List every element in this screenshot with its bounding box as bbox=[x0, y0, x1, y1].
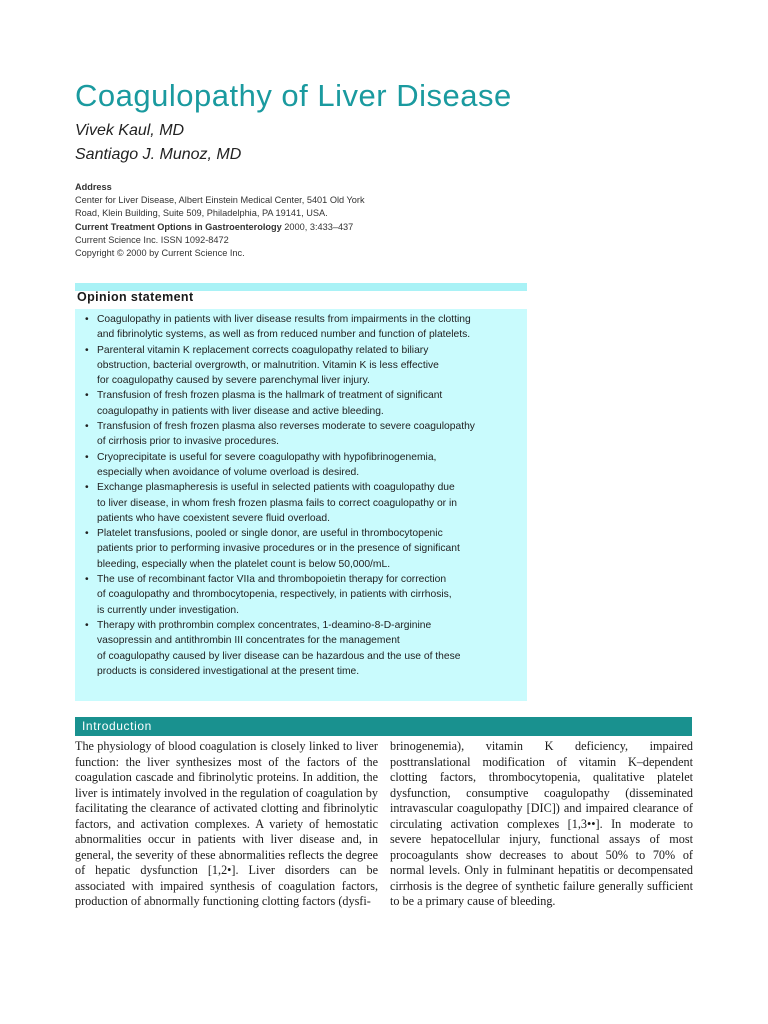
opinion-item-line: of coagulopathy and thrombocytopenia, respectively, in patients with cirrhosis, bbox=[97, 589, 452, 601]
bullet-icon: • bbox=[85, 451, 89, 463]
copyright-line: Copyright © 2000 by Current Science Inc. bbox=[75, 248, 245, 259]
address-line: Center for Liver Disease, Albert Einstein Medical Center, 5401 Old York bbox=[75, 195, 365, 206]
body-column-left bbox=[75, 739, 378, 910]
section-heading: Introduction bbox=[82, 719, 152, 733]
bullet-icon: • bbox=[85, 482, 89, 494]
opinion-item-line: The use of recombinant factor VIIa and thrombopoietin therapy for correction bbox=[97, 574, 447, 586]
opinion-item-line: Transfusion of fresh frozen plasma is the hallmark of treatment of significant bbox=[97, 390, 443, 402]
bullet-icon: • bbox=[85, 390, 89, 402]
opinion-item-line: coagulopathy in patients with liver disease and active bleeding. bbox=[97, 405, 384, 417]
bullet-icon: • bbox=[85, 344, 89, 356]
opinion-item bbox=[85, 343, 513, 389]
body-paragraph: brinogenemia), vitamin K deficiency, impaired posttranslational modification of vitamin K–dependent clotting factors, thrombocytopenia, qualitative platelet dysfunction, consumptive coagulopathy (disseminated intravascular coagulopathy [DIC]) and impaired clearance of circulating activation complexes [1,3••]. In moderate to severe hepatocellular injury, functional assays of most procoagulants show decreases to about 50% to 70% of normal levels. Only in fulminant hepatitis or decompensated cirrhosis is the degree of synthetic failure generally sufficient to be a primary cause of bleeding. bbox=[390, 739, 693, 908]
opinion-item-line: Cryoprecipitate is useful for severe coagulopathy with hypofibrinogenemia, bbox=[97, 451, 437, 463]
opinion-item-line: is currently under investigation. bbox=[97, 604, 239, 616]
opinion-item-line: Exchange plasmapheresis is useful in selected patients with coagulopathy due bbox=[97, 482, 455, 494]
opinion-item-line: and fibrinolytic systems, as well as from reduced number and function of platelets. bbox=[97, 329, 471, 341]
opinion-item-line: patients who have coexistent severe fluid overload. bbox=[97, 512, 330, 524]
opinion-item-line: obstruction, bacterial overgrowth, or malnutrition. Vitamin K is less effective bbox=[97, 359, 439, 371]
author-name: Vivek Kaul, MD bbox=[75, 122, 185, 139]
opinion-item-line: Transfusion of fresh frozen plasma also reverses moderate to severe coagulopathy bbox=[97, 421, 475, 433]
journal-name: Current Treatment Options in Gastroenterology bbox=[75, 221, 282, 232]
opinion-item bbox=[85, 480, 513, 526]
opinion-item bbox=[85, 312, 513, 343]
body-paragraph: The physiology of blood coagulation is closely linked to liver function: the liver synthesizes most of the factors of the coagulation cascade and fibrinolytic proteins. In addition, the liver is intimately involved in the regulation of coagulation by facilitating the clearance of activated clotting and fibrinolytic factors, and activation complexes. A variety of hemostatic abnormalities occur in patients with liver disease and, in general, the severity of these abnormalities reflects the degree of hepatic dysfunction [1,2•]. Liver disorders can be associated with impaired synthesis of coagulation factors, production of abnormally functioning clotting factors (dysfi- bbox=[75, 739, 378, 908]
address-heading: Address bbox=[75, 182, 112, 192]
publisher-line: Current Science Inc. ISSN 1092-8472 bbox=[75, 234, 229, 245]
opinion-item-line: Therapy with prothrombin complex concentrates, 1-deamino-8-D-arginine bbox=[97, 619, 432, 631]
opinion-item bbox=[85, 618, 513, 679]
citation-line bbox=[75, 221, 395, 234]
opinion-item-line: bleeding, especially when the platelet count is below 50,000/mL. bbox=[97, 558, 391, 570]
article-title: Coagulopathy of Liver Disease bbox=[75, 78, 512, 113]
opinion-item-line: vasopressin and antithrombin III concentrates for the management bbox=[97, 635, 400, 647]
bullet-icon: • bbox=[85, 619, 89, 631]
opinion-title: Opinion statement bbox=[77, 290, 194, 304]
opinion-item-line: of coagulopathy caused by liver disease can be hazardous and the use of these bbox=[97, 650, 461, 662]
opinion-item-line: especially when avoidance of volume overload is desired. bbox=[97, 466, 360, 478]
opinion-item-line: Coagulopathy in patients with liver disease results from impairments in the clotting bbox=[97, 314, 471, 325]
opinion-item-line: Platelet transfusions, pooled or single donor, are useful in thrombocytopenic bbox=[97, 528, 443, 540]
opinion-item bbox=[85, 450, 513, 481]
introduction-bar bbox=[75, 717, 692, 736]
opinion-item-line: to liver disease, in whom fresh frozen plasma fails to correct coagulopathy or in bbox=[97, 497, 457, 509]
opinion-item-line: products is considered investigational at the present time. bbox=[97, 665, 360, 677]
author-name: Santiago J. Munoz, MD bbox=[75, 146, 242, 163]
opinion-box bbox=[75, 309, 527, 701]
bullet-icon: • bbox=[85, 421, 89, 433]
opinion-item-line: Parenteral vitamin K replacement corrects coagulopathy related to biliary bbox=[97, 344, 429, 356]
opinion-item bbox=[85, 419, 513, 450]
bullet-icon: • bbox=[85, 574, 89, 586]
bullet-icon: • bbox=[85, 528, 89, 540]
opinion-item bbox=[85, 388, 513, 419]
opinion-item bbox=[85, 572, 513, 618]
address-line: Road, Klein Building, Suite 509, Philadelphia, PA 19141, USA. bbox=[75, 208, 328, 219]
opinion-item bbox=[85, 526, 513, 572]
bullet-icon: • bbox=[85, 314, 89, 325]
address-block bbox=[75, 181, 395, 260]
body-column-right bbox=[390, 739, 693, 910]
citation: 2000, 3:433–437 bbox=[281, 221, 354, 232]
opinion-item-line: for coagulopathy caused by severe parenchymal liver injury. bbox=[97, 375, 370, 387]
opinion-list bbox=[75, 309, 527, 679]
opinion-item-line: patients prior to performing invasive procedures or in the presence of significant bbox=[97, 543, 460, 555]
opinion-item-line: of cirrhosis prior to invasive procedures. bbox=[97, 436, 279, 448]
